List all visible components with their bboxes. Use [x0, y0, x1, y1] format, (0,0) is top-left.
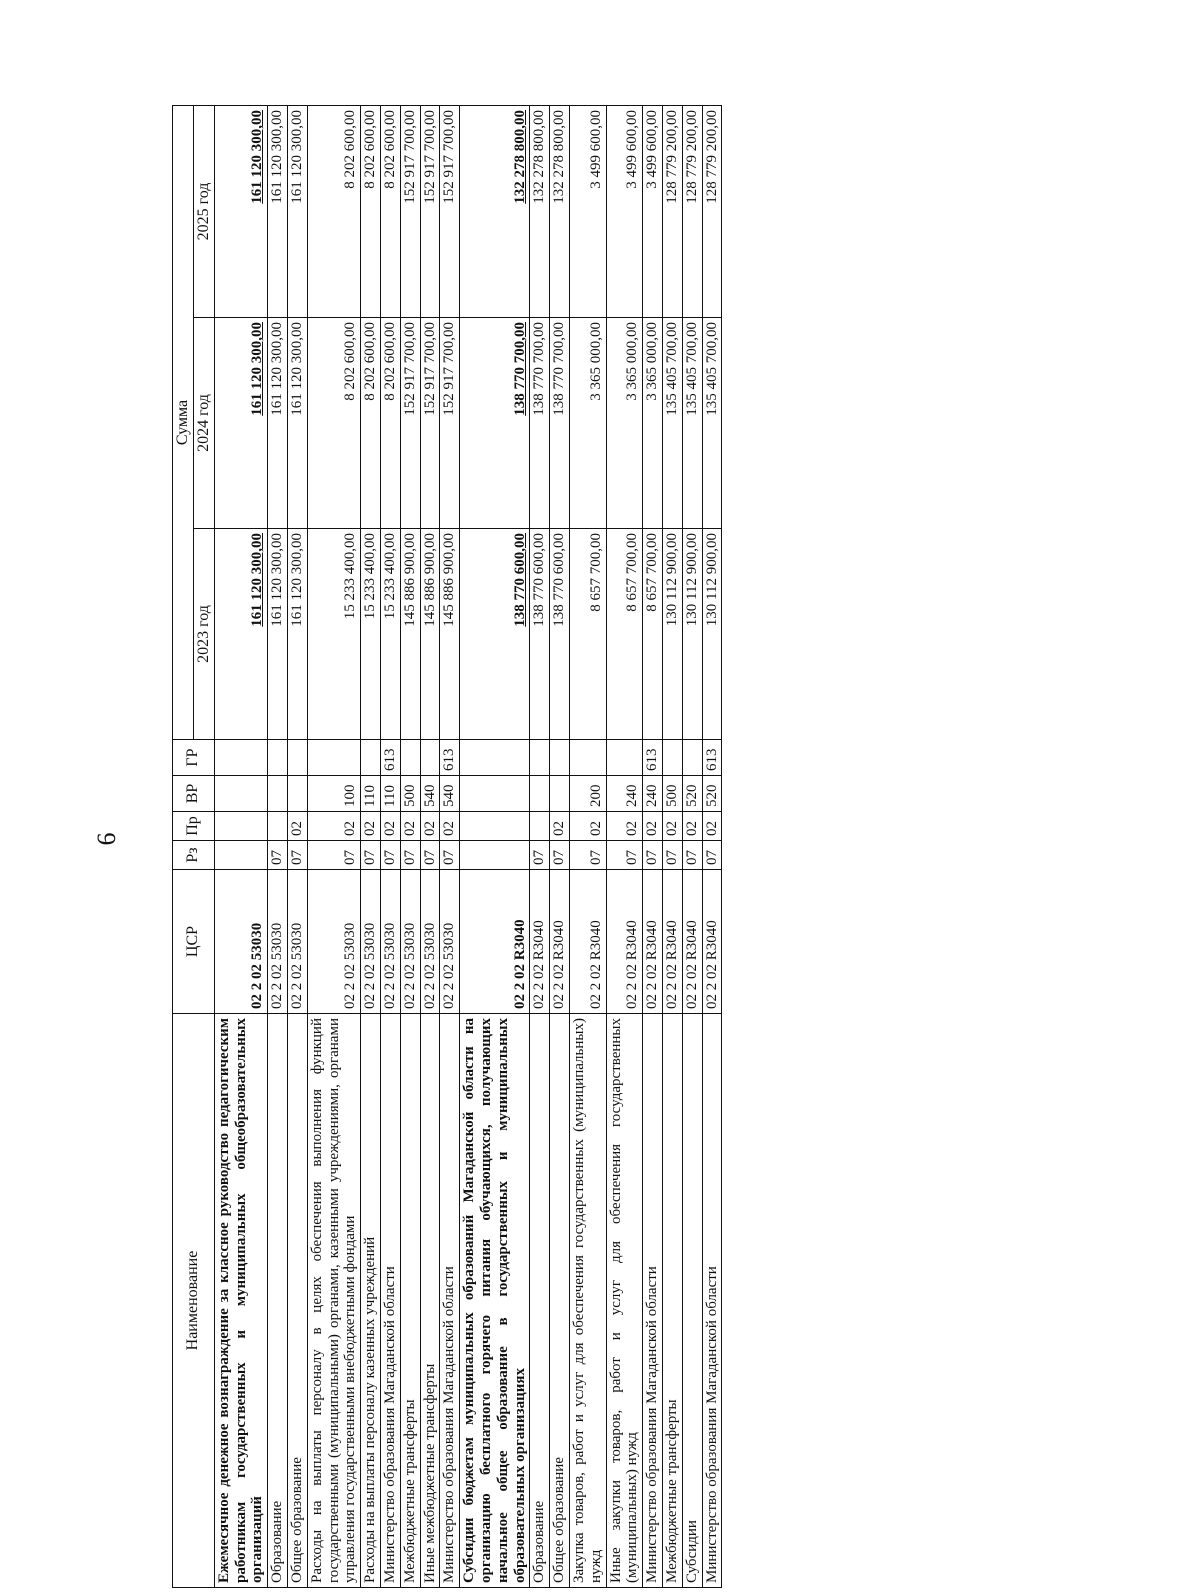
row-2025: 128 779 200,00 — [682, 105, 702, 317]
table-row — [361, 105, 381, 1587]
table-row — [682, 105, 702, 1587]
row-rz: 07 — [288, 841, 308, 870]
row-name: Субсидии бюджетам муниципальных образований Магаданской области на организацию бесплатного горячего питания обучающихся, получающих начальное общее образование в государственных и муниципальных образовательных организациях — [460, 1014, 530, 1588]
row-vr: 500 — [400, 776, 420, 812]
header-2023: 2023 год — [193, 529, 214, 740]
row-rz: 07 — [569, 841, 606, 870]
row-rz: 07 — [643, 841, 663, 870]
row-vr: 200 — [569, 776, 606, 812]
row-gr: 613 — [643, 740, 663, 776]
table-row — [662, 105, 682, 1587]
row-csr: 02 2 02 53030 — [268, 870, 288, 1014]
header-name: Наименование — [173, 1014, 215, 1588]
row-2025: 152 917 700,00 — [440, 105, 460, 317]
header-2024: 2024 год — [193, 318, 214, 529]
row-rz: 07 — [420, 841, 440, 870]
row-name: Ежемесячное денежное вознаграждение за классное руководство педагогическим работникам государственных и муниципальных общеобразовательных организаций — [214, 1014, 267, 1588]
row-rz: 07 — [380, 841, 400, 870]
table-row — [380, 105, 400, 1587]
row-2024: 152 917 700,00 — [420, 318, 440, 529]
row-name: Общее образование — [288, 1014, 308, 1588]
row-2023: 130 112 900,00 — [662, 529, 682, 740]
row-2024: 152 917 700,00 — [400, 318, 420, 529]
row-vr: 240 — [643, 776, 663, 812]
row-name: Расходы на выплаты персоналу казенных учреждений — [361, 1014, 381, 1588]
row-vr — [530, 776, 550, 812]
row-vr: 520 — [682, 776, 702, 812]
row-pr: 02 — [569, 812, 606, 841]
row-2023: 8 657 700,00 — [569, 529, 606, 740]
row-csr: 02 2 02 53030 — [288, 870, 308, 1014]
row-pr: 02 — [550, 812, 570, 841]
row-pr: 02 — [606, 812, 643, 841]
row-2023: 15 233 400,00 — [361, 529, 381, 740]
row-name: Министерство образования Магаданской области — [702, 1014, 722, 1588]
row-pr: 02 — [662, 812, 682, 841]
header-gr: ГР — [173, 740, 215, 776]
row-csr: 02 2 02 R3040 — [530, 870, 550, 1014]
row-name: Межбюджетные трансферты — [662, 1014, 682, 1588]
header-2025: 2025 год — [193, 105, 214, 317]
row-name: Общее образование — [550, 1014, 570, 1588]
row-2025: 8 202 600,00 — [361, 105, 381, 317]
row-2024: 135 405 700,00 — [662, 318, 682, 529]
row-pr — [268, 812, 288, 841]
row-2023: 15 233 400,00 — [307, 529, 360, 740]
row-name: Министерство образования Магаданской области — [440, 1014, 460, 1588]
row-gr: 613 — [702, 740, 722, 776]
row-csr: 02 2 02 53030 — [307, 870, 360, 1014]
table-row — [606, 105, 643, 1587]
row-pr: 02 — [361, 812, 381, 841]
row-2025: 8 202 600,00 — [380, 105, 400, 317]
row-name: Иные закупки товаров, работ и услуг для обеспечения государственных (муниципальных) нужд — [606, 1014, 643, 1588]
row-gr: 613 — [440, 740, 460, 776]
row-2025: 161 120 300,00 — [268, 105, 288, 317]
row-2024: 8 202 600,00 — [307, 318, 360, 529]
row-2025: 3 499 600,00 — [643, 105, 663, 317]
table-row — [420, 105, 440, 1587]
header-rz: Рз — [173, 841, 215, 870]
row-2025: 161 120 300,00 — [214, 105, 267, 317]
row-name: Образование — [530, 1014, 550, 1588]
row-vr — [550, 776, 570, 812]
row-pr: 02 — [440, 812, 460, 841]
row-gr — [214, 740, 267, 776]
row-2025: 132 278 800,00 — [460, 105, 530, 317]
row-rz: 07 — [662, 841, 682, 870]
row-pr: 02 — [643, 812, 663, 841]
row-vr — [268, 776, 288, 812]
row-gr — [606, 740, 643, 776]
table-row — [460, 105, 530, 1587]
row-pr — [460, 812, 530, 841]
row-csr: 02 2 02 R3040 — [550, 870, 570, 1014]
row-name: Расходы на выплаты персоналу в целях обеспечения выполнения функций государственными (муниципальными) органами, казенными учреждениями, органами управления государственными внебюджетными фондами — [307, 1014, 360, 1588]
row-pr: 02 — [420, 812, 440, 841]
row-vr: 500 — [662, 776, 682, 812]
row-csr: 02 2 02 R3040 — [606, 870, 643, 1014]
row-2025: 161 120 300,00 — [288, 105, 308, 317]
row-rz: 07 — [606, 841, 643, 870]
row-name: Образование — [268, 1014, 288, 1588]
header-vr: ВР — [173, 776, 215, 812]
row-rz: 07 — [361, 841, 381, 870]
row-pr: 02 — [380, 812, 400, 841]
table-header — [173, 105, 215, 1587]
row-2025: 3 499 600,00 — [606, 105, 643, 317]
row-2024: 3 365 000,00 — [606, 318, 643, 529]
row-2025: 128 779 200,00 — [702, 105, 722, 317]
row-csr: 02 2 02 R3040 — [643, 870, 663, 1014]
row-vr: 110 — [361, 776, 381, 812]
row-2025: 152 917 700,00 — [420, 105, 440, 317]
row-2023: 161 120 300,00 — [288, 529, 308, 740]
row-2023: 130 112 900,00 — [682, 529, 702, 740]
row-csr: 02 2 02 R3040 — [569, 870, 606, 1014]
row-gr — [460, 740, 530, 776]
row-vr: 540 — [420, 776, 440, 812]
row-rz — [460, 841, 530, 870]
row-gr — [569, 740, 606, 776]
table-row — [400, 105, 420, 1587]
row-csr: 02 2 02 53030 — [214, 870, 267, 1014]
row-2023: 138 770 600,00 — [550, 529, 570, 740]
row-csr: 02 2 02 53030 — [400, 870, 420, 1014]
row-2024: 161 120 300,00 — [288, 318, 308, 529]
row-2024: 161 120 300,00 — [214, 318, 267, 529]
row-csr: 02 2 02 53030 — [440, 870, 460, 1014]
row-2025: 132 278 800,00 — [550, 105, 570, 317]
row-csr: 02 2 02 R3040 — [702, 870, 722, 1014]
row-gr — [420, 740, 440, 776]
table-row — [643, 105, 663, 1587]
row-rz — [214, 841, 267, 870]
row-vr: 100 — [307, 776, 360, 812]
row-2025: 152 917 700,00 — [400, 105, 420, 317]
row-2024: 3 365 000,00 — [569, 318, 606, 529]
row-2025: 128 779 200,00 — [662, 105, 682, 317]
row-2024: 138 770 700,00 — [530, 318, 550, 529]
row-name: Министерство образования Магаданской области — [643, 1014, 663, 1588]
row-rz: 07 — [307, 841, 360, 870]
row-rz: 07 — [530, 841, 550, 870]
row-csr: 02 2 02 R3040 — [460, 870, 530, 1014]
row-pr: 02 — [682, 812, 702, 841]
row-gr: 613 — [380, 740, 400, 776]
row-vr — [460, 776, 530, 812]
row-2023: 161 120 300,00 — [214, 529, 267, 740]
row-name: Межбюджетные трансферты — [400, 1014, 420, 1588]
row-pr: 02 — [307, 812, 360, 841]
row-gr — [530, 740, 550, 776]
table-row — [307, 105, 360, 1587]
row-csr: 02 2 02 R3040 — [662, 870, 682, 1014]
row-pr: 02 — [702, 812, 722, 841]
table-row — [702, 105, 722, 1587]
header-csr: ЦСР — [173, 870, 215, 1014]
row-2024: 152 917 700,00 — [440, 318, 460, 529]
row-2024: 135 405 700,00 — [682, 318, 702, 529]
row-2025: 132 278 800,00 — [530, 105, 550, 317]
row-2024: 135 405 700,00 — [702, 318, 722, 529]
row-csr: 02 2 02 53030 — [380, 870, 400, 1014]
row-name: Субсидии — [682, 1014, 702, 1588]
table-row — [214, 105, 267, 1587]
row-2023: 130 112 900,00 — [702, 529, 722, 740]
page-number: 6 — [92, 832, 121, 846]
row-pr — [214, 812, 267, 841]
row-name: Министерство образования Магаданской области — [380, 1014, 400, 1588]
row-2023: 8 657 700,00 — [643, 529, 663, 740]
row-csr: 02 2 02 R3040 — [682, 870, 702, 1014]
rotated-table-wrapper — [172, 106, 1088, 1588]
table-row — [530, 105, 550, 1587]
row-pr: 02 — [288, 812, 308, 841]
row-gr — [550, 740, 570, 776]
row-pr: 02 — [400, 812, 420, 841]
row-vr: 520 — [702, 776, 722, 812]
row-rz: 07 — [702, 841, 722, 870]
row-rz: 07 — [682, 841, 702, 870]
row-2023: 8 657 700,00 — [606, 529, 643, 740]
row-2023: 145 886 900,00 — [420, 529, 440, 740]
row-rz: 07 — [550, 841, 570, 870]
row-2024: 161 120 300,00 — [268, 318, 288, 529]
row-gr — [268, 740, 288, 776]
row-2023: 138 770 600,00 — [460, 529, 530, 740]
row-2024: 138 770 700,00 — [550, 318, 570, 529]
table-row — [268, 105, 288, 1587]
row-pr — [530, 812, 550, 841]
row-rz: 07 — [400, 841, 420, 870]
header-pr: Пр — [173, 812, 215, 841]
row-2023: 138 770 600,00 — [530, 529, 550, 740]
table-body — [214, 105, 722, 1587]
header-sum: Сумма — [173, 105, 194, 739]
row-gr — [682, 740, 702, 776]
row-gr — [400, 740, 420, 776]
row-2025: 3 499 600,00 — [569, 105, 606, 317]
row-csr: 02 2 02 53030 — [420, 870, 440, 1014]
budget-table — [172, 105, 722, 1588]
row-name: Закупка товаров, работ и услуг для обеспечения государственных (муниципальных) нужд — [569, 1014, 606, 1588]
row-gr — [361, 740, 381, 776]
table-row — [440, 105, 460, 1587]
row-rz: 07 — [440, 841, 460, 870]
table-row — [550, 105, 570, 1587]
row-2024: 8 202 600,00 — [361, 318, 381, 529]
row-vr: 110 — [380, 776, 400, 812]
row-vr: 540 — [440, 776, 460, 812]
row-gr — [307, 740, 360, 776]
row-2023: 15 233 400,00 — [380, 529, 400, 740]
row-2023: 145 886 900,00 — [400, 529, 420, 740]
row-2023: 161 120 300,00 — [268, 529, 288, 740]
row-2023: 145 886 900,00 — [440, 529, 460, 740]
row-vr: 240 — [606, 776, 643, 812]
row-rz: 07 — [268, 841, 288, 870]
row-2024: 138 770 700,00 — [460, 318, 530, 529]
row-gr — [288, 740, 308, 776]
row-vr — [214, 776, 267, 812]
table-row — [288, 105, 308, 1587]
row-csr: 02 2 02 53030 — [361, 870, 381, 1014]
row-2025: 8 202 600,00 — [307, 105, 360, 317]
row-vr — [288, 776, 308, 812]
row-2024: 8 202 600,00 — [380, 318, 400, 529]
table-row — [569, 105, 606, 1587]
row-gr — [662, 740, 682, 776]
row-2024: 3 365 000,00 — [643, 318, 663, 529]
row-name: Иные межбюджетные трансферты — [420, 1014, 440, 1588]
